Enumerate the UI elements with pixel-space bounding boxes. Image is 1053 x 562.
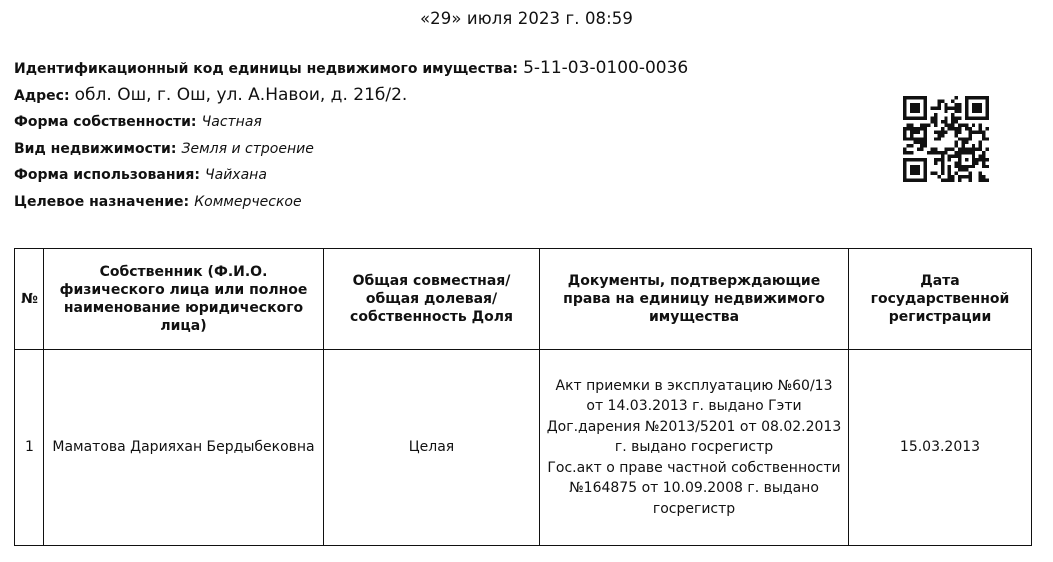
header-owner: Собственник (Ф.И.О. физического лица или полное наименование юридического лица) xyxy=(44,249,324,350)
row-reg-date: 15.03.2013 xyxy=(849,350,1032,546)
document-line: Гос.акт о праве частной собственности №164875 от 10.09.2008 г. выдано госрегистр xyxy=(547,459,841,517)
usage-form-label: Форма использования: xyxy=(14,167,200,183)
info-row-purpose xyxy=(14,188,688,215)
usage-form-value: Чайхана xyxy=(205,167,267,183)
row-owner: Маматова Дарияхан Бердыбековна xyxy=(44,350,324,546)
header-share: Общая совместная/ общая долевая/ собственность Доля xyxy=(324,249,540,350)
row-number: 1 xyxy=(15,350,44,546)
ownership-table xyxy=(14,248,1032,546)
id-value: 5-11-03-0100-0036 xyxy=(523,58,689,78)
purpose-value: Коммерческое xyxy=(194,193,302,210)
ownership-form-value: Частная xyxy=(201,114,262,130)
property-type-label: Вид недвижимости: xyxy=(14,140,177,157)
address-label: Адрес: xyxy=(14,87,70,104)
info-row-ownership-form xyxy=(14,108,688,135)
qr-code-icon xyxy=(903,96,989,182)
id-label: Идентификационный код единицы недвижимого имущества: xyxy=(14,61,518,77)
header-number: № xyxy=(15,249,44,350)
header-documents: Документы, подтверждающие права на единицу недвижимого имущества xyxy=(540,249,849,350)
document-line: Дог.дарения №2013/5201 от 08.02.2013 г. выдано госрегистр xyxy=(546,418,842,456)
document-line: Акт приемки в эксплуатацию №60/13 от 14.03.2013 г. выдано Гэти xyxy=(555,377,833,415)
document-datetime: «29» июля 2023 г. 08:59 xyxy=(419,9,633,28)
address-value: обл. Ош, г. Ош, ул. А.Навои, д. 21б/2. xyxy=(74,84,408,105)
info-row-property-type xyxy=(14,135,688,162)
row-share: Целая xyxy=(324,350,540,546)
info-row-id xyxy=(14,55,688,82)
property-info xyxy=(14,55,688,214)
ownership-form-label: Форма собственности: xyxy=(14,114,197,130)
property-type-value: Земля и строение xyxy=(181,140,314,157)
table-header-row xyxy=(15,249,1032,350)
header-reg-date: Дата государственной регистрации xyxy=(849,249,1032,350)
table-row xyxy=(15,350,1032,546)
info-row-usage-form xyxy=(14,161,688,188)
purpose-label: Целевое назначение: xyxy=(14,193,190,210)
info-row-address xyxy=(14,82,688,109)
row-documents xyxy=(540,350,849,546)
